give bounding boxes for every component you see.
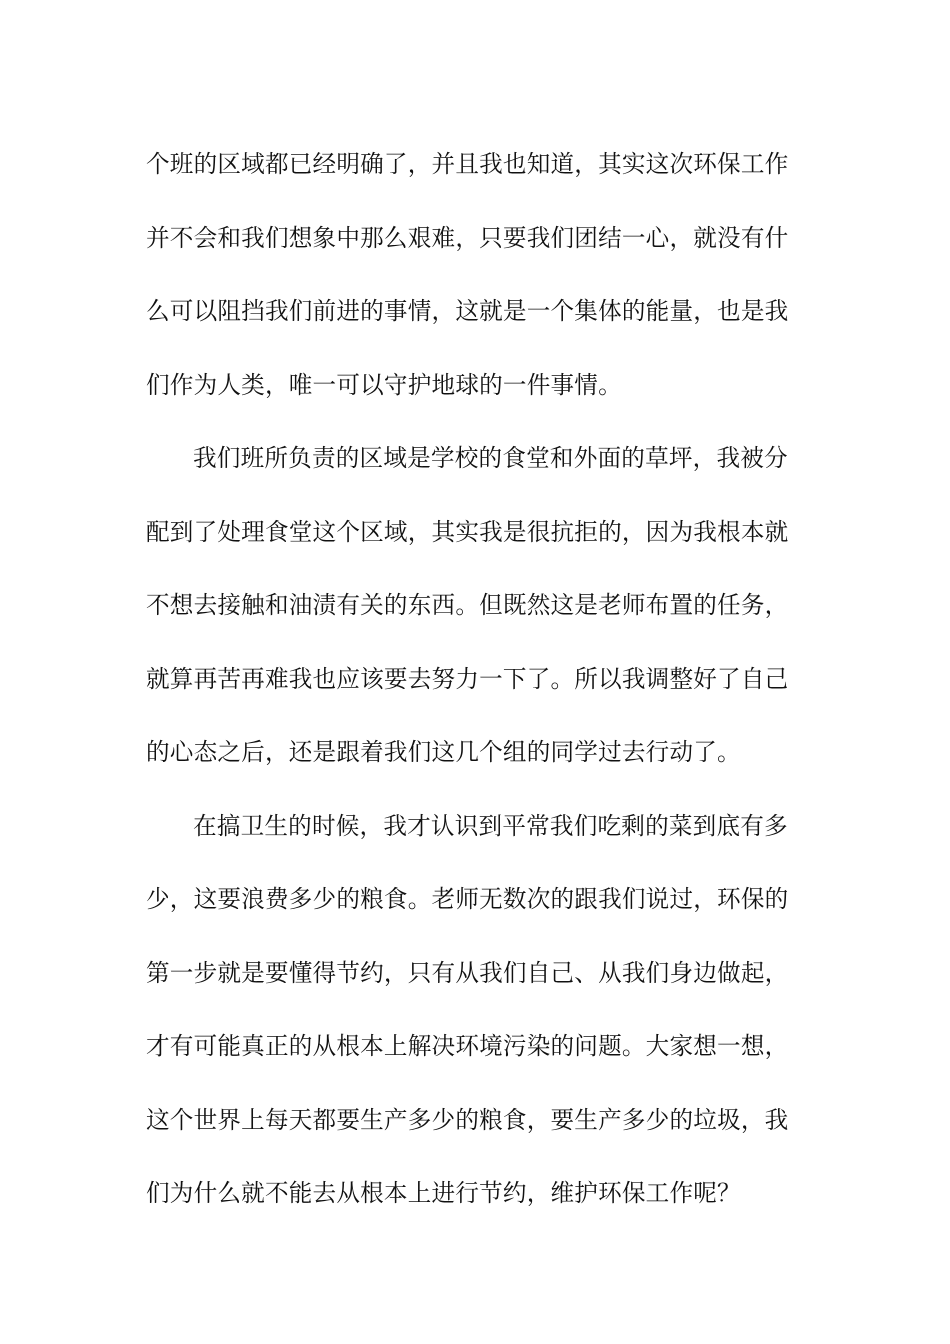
paragraph-1 bbox=[146, 128, 810, 422]
text-line: 就算再苦再难我也应该要去努力一下了。所以我调整好了自己 bbox=[146, 664, 789, 693]
text-line: 这个世界上每天都要生产多少的粮食，要生产多少的垃圾，我 bbox=[146, 1105, 789, 1134]
text-line: 个班的区域都已经明确了，并且我也知道，其实这次环保工作 bbox=[146, 150, 789, 178]
text-line: 么可以阻挡我们前进的事情，这就是一个集体的能量，也是我 bbox=[146, 297, 789, 325]
text-line: 们作为人类，唯一可以守护地球的一件事情。 bbox=[146, 370, 622, 399]
text-line: 配到了处理食堂这个区域，其实我是很抗拒的，因为我根本就 bbox=[146, 517, 789, 546]
text-line: 们为什么就不能去从根本上进行节约，维护环保工作呢？ bbox=[146, 1179, 741, 1207]
document-body bbox=[146, 128, 810, 1231]
text-line: 并不会和我们想象中那么艰难，只要我们团结一心，就没有什 bbox=[146, 223, 789, 252]
text-line: 才有可能真正的从根本上解决环境污染的问题。大家想一想， bbox=[146, 1032, 789, 1060]
text-line: 我们班所负责的区域是学校的食堂和外面的草坪，我被分 bbox=[193, 444, 788, 472]
text-line: 第一步就是要懂得节约，只有从我们自己、从我们身边做起， bbox=[146, 958, 789, 987]
text-line: 不想去接触和油渍有关的东西。但既然这是老师布置的任务， bbox=[146, 591, 789, 619]
paragraph-2 bbox=[146, 422, 810, 790]
text-line: 在搞卫生的时候，我才认识到平常我们吃剩的菜到底有多 bbox=[193, 811, 788, 840]
text-line: 少，这要浪费多少的粮食。老师无数次的跟我们说过，环保的 bbox=[146, 885, 789, 913]
paragraph-3 bbox=[146, 790, 810, 1231]
text-line: 的心态之后，还是跟着我们这几个组的同学过去行动了。 bbox=[146, 738, 741, 766]
